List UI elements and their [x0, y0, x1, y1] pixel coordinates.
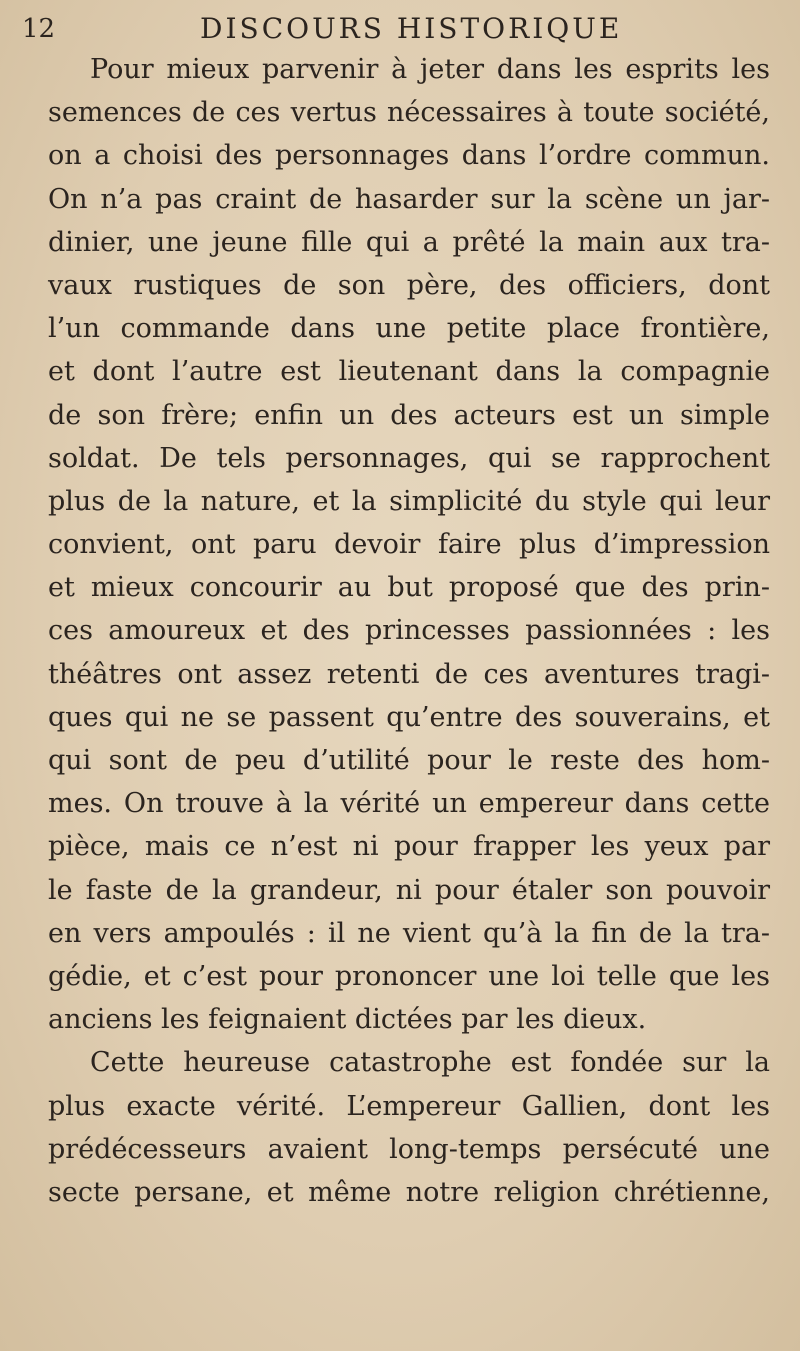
text-line: anciens les feignaient dictées par les dieux. [48, 1004, 647, 1036]
text-line: de son frère; enfin un des acteurs est un simple [48, 399, 770, 431]
text-line: ques qui ne se passent qu’entre des souverains, et [48, 701, 770, 733]
text-line: en vers ampoulés : il ne vient qu’à la fin de la tra- [48, 917, 770, 949]
text-line: Cette heureuse catastrophe est fondée sur la [90, 1047, 770, 1079]
text-line: on a choisi des personnages dans l’ordre commun. [48, 140, 770, 172]
text-line: semences de ces vertus nécessaires à toute société, [48, 97, 770, 129]
text-line: prédécesseurs avaient long-temps persécuté une [48, 1133, 770, 1165]
text-line: et mieux concourir au but proposé que des prin- [48, 572, 770, 604]
body-text [48, 48, 770, 1214]
text-line: pièce, mais ce n’est ni pour frapper les yeux par [48, 831, 770, 863]
text-line: Pour mieux parvenir à jeter dans les esprits les [90, 54, 770, 85]
text-line: le faste de la grandeur, ni pour étaler son pouvoir [48, 874, 770, 906]
text-line: dinier, une jeune fille qui a prêté la main aux tra- [48, 226, 770, 258]
text-line: l’un commande dans une petite place frontière, [48, 313, 770, 345]
text-line: théâtres ont assez retenti de ces aventures tragi- [48, 658, 770, 690]
page-number: 12 [22, 14, 56, 44]
text-line: plus de la nature, et la simplicité du style qui leur [48, 485, 770, 517]
text-line: convient, ont paru devoir faire plus d’impression [48, 529, 770, 561]
text-line: ces amoureux et des princesses passionnées : les [48, 615, 770, 647]
text-line: On n’a pas craint de hasarder sur la scène un jar- [48, 183, 770, 215]
text-line: et dont l’autre est lieutenant dans la compagnie [48, 356, 770, 388]
text-line: secte persane, et même notre religion chrétienne, [48, 1176, 770, 1208]
text-line: plus exacte vérité. L’empereur Gallien, dont les [48, 1090, 770, 1122]
text-line: soldat. De tels personnages, qui se rapprochent [48, 442, 770, 474]
page-header [0, 12, 800, 52]
text-line: vaux rustiques de son père, des officiers, dont [48, 269, 770, 301]
text-line: mes. On trouve à la vérité un empereur dans cette [48, 788, 770, 820]
running-title: DISCOURS HISTORIQUE [200, 12, 623, 45]
text-line: qui sont de peu d’utilité pour le reste des hom- [48, 745, 770, 776]
text-line: gédie, et c’est pour prononcer une loi telle que les [48, 960, 770, 992]
